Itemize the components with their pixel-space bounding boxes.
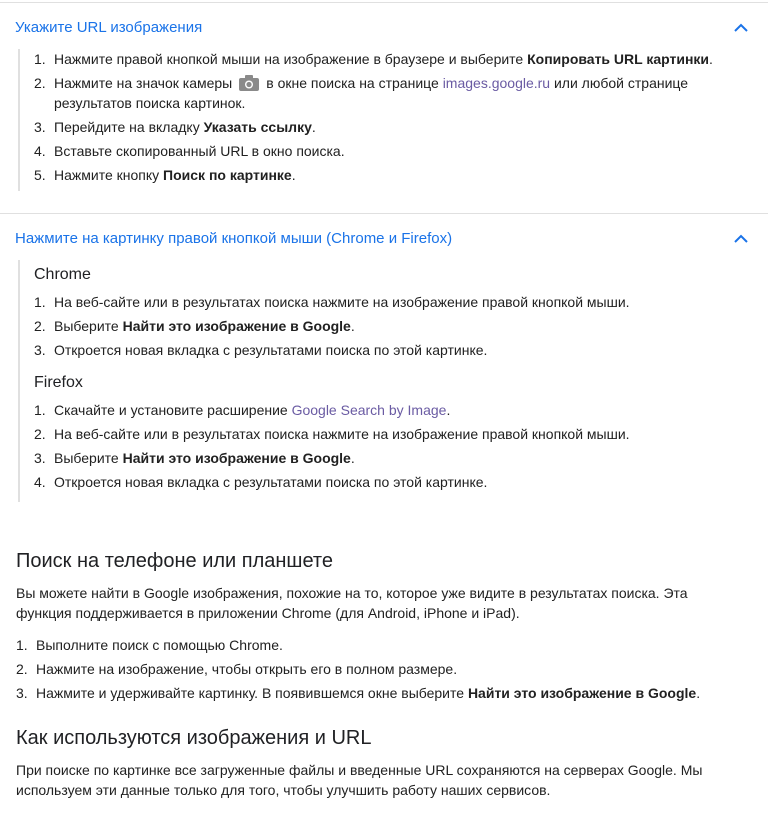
- accordion-url: [0, 13, 768, 191]
- camera-icon: [238, 75, 260, 92]
- chrome-subheading: Chrome: [34, 266, 91, 283]
- list-item: 3. Выберите Найти это изображение в Google.: [34, 450, 355, 466]
- usage-text: При поиске по картинке все загруженные файлы и введенные URL сохраняются на серверах Google. Мы используем эти данные только для того, чтобы улучшить работу наших сервисов.: [16, 762, 703, 798]
- section-divider: [0, 213, 768, 214]
- google-search-by-image-link[interactable]: Google Search by Image: [291, 402, 447, 418]
- top-divider: [0, 2, 768, 5]
- usage-section: [0, 727, 768, 800]
- chrome-steps-list: [34, 292, 768, 360]
- mobile-steps-list: [16, 635, 728, 703]
- list-item: 3. Нажмите и удерживайте картинку. В появившемся окне выберите Найти это изображение в Google.: [16, 685, 701, 701]
- chevron-up-icon[interactable]: [734, 234, 748, 244]
- accordion-body-right-click: [18, 260, 768, 502]
- list-item: 3. Перейдите на вкладку Указать ссылку.: [34, 119, 316, 135]
- list-item: 1. На веб-сайте или в результатах поиска нажмите на изображение правой кнопкой мыши.: [34, 294, 630, 310]
- mobile-heading: Поиск на телефоне или планшете: [16, 550, 333, 572]
- chevron-up-icon[interactable]: [734, 23, 748, 33]
- accordion-header-url[interactable]: [0, 13, 768, 43]
- firefox-subheading: Firefox: [34, 374, 83, 391]
- list-item: 1. Скачайте и установите расширение Google Search by Image.: [34, 402, 451, 418]
- list-item: 1. Нажмите правой кнопкой мыши на изображение в браузере и выберите Копировать URL картинки.: [34, 51, 713, 67]
- list-item: 2. Нажмите на изображение, чтобы открыть его в полном размере.: [16, 661, 458, 677]
- list-item: 2. Нажмите на значок камеры в окне поиска на странице images.google.ru или любой странице результатов поиска картинок.: [34, 75, 689, 111]
- usage-heading: Как используются изображения и URL: [16, 727, 372, 749]
- list-item: 4. Вставьте скопированный URL в окно поиска.: [34, 143, 345, 159]
- list-item: 5. Нажмите кнопку Поиск по картинке.: [34, 167, 296, 183]
- accordion-title: Укажите URL изображения: [15, 19, 203, 36]
- list-item: 2. На веб-сайте или в результатах поиска нажмите на изображение правой кнопкой мыши.: [34, 426, 630, 442]
- accordion-body-url: [18, 49, 768, 191]
- list-item: 1. Выполните поиск с помощью Chrome.: [16, 637, 283, 653]
- firefox-steps-list: [34, 400, 768, 492]
- list-item: 4. Откроется новая вкладка с результатами поиска по этой картинке.: [34, 474, 488, 490]
- accordion-title: Нажмите на картинку правой кнопкой мыши (Chrome и Firefox): [15, 230, 453, 247]
- mobile-section: [0, 550, 768, 703]
- list-item: 3. Откроется новая вкладка с результатами поиска по этой картинке.: [34, 342, 488, 358]
- mobile-intro: Вы можете найти в Google изображения, похожие на то, которое уже видите в результатах поиска. Эта функция поддерживается в приложении Chrome (для Android, iPhone и iPad).: [16, 585, 688, 621]
- accordion-header-right-click[interactable]: [0, 224, 768, 254]
- images-google-link[interactable]: images.google.ru: [442, 75, 551, 91]
- list-item: 2. Выберите Найти это изображение в Google.: [34, 318, 355, 334]
- accordion-right-click: [0, 224, 768, 502]
- steps-list: [34, 49, 768, 185]
